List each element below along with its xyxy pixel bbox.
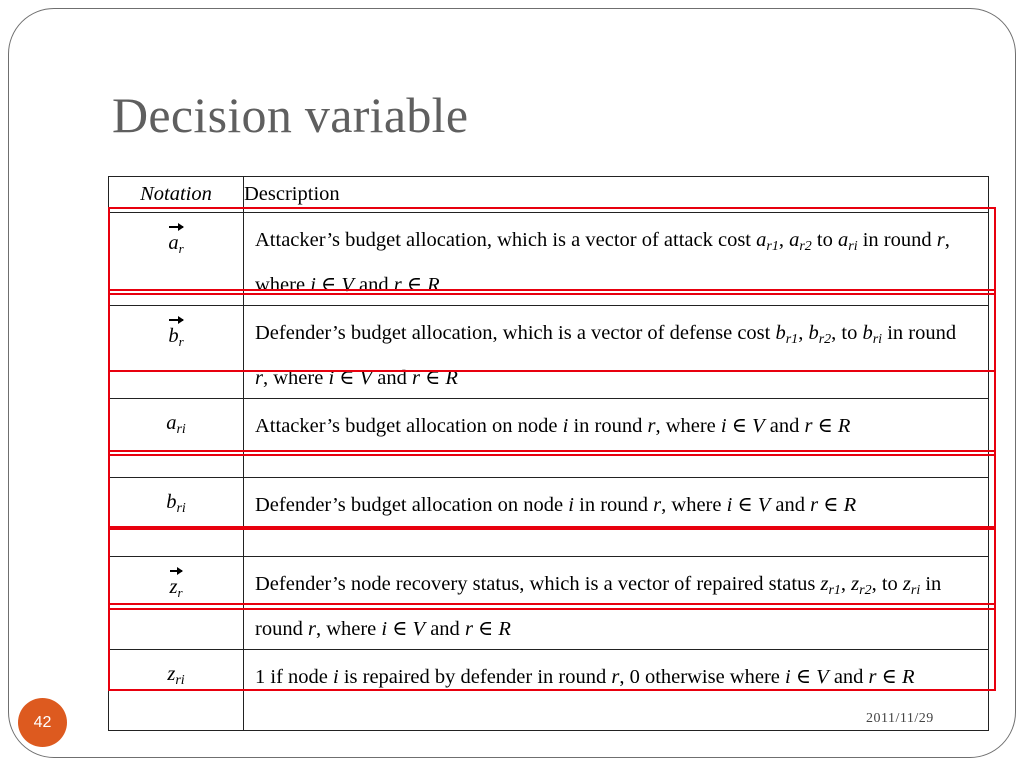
highlight-box [108, 207, 996, 295]
highlight-box [108, 370, 996, 456]
notation-cell: $b_{ri}$ [109, 478, 244, 557]
description-cell: Defender’s node recovery status, which is a vector of repaired status $z_{r1}$, $z_{r2}$, to $z_{ri}$ in round r, where i ∈ V and r ∈ R [244, 557, 989, 650]
notation-cell: $a_{ri}$ [109, 399, 244, 478]
notation-cell: $z_{ri}$ [109, 650, 244, 731]
slide-date: 2011/11/29 [866, 711, 934, 726]
vector-symbol: ar [168, 223, 183, 263]
header-notation: Notation [109, 177, 244, 213]
header-description: Description [244, 177, 989, 213]
highlight-box [108, 289, 996, 372]
highlight-box [108, 450, 996, 530]
page-number-badge: 42 [18, 698, 67, 747]
vector-symbol: br [168, 316, 183, 356]
description-cell: 1 if node i is repaired by defender in round r, 0 otherwise where i ∈ V and r ∈ R [244, 650, 989, 731]
slide-title: Decision variable [112, 87, 469, 143]
description-cell: Attacker’s budget allocation on node i in round r, where i ∈ V and r ∈ R [244, 399, 989, 478]
description-cell: Defender’s budget allocation on node i in round r, where i ∈ V and r ∈ R [244, 478, 989, 557]
vector-symbol: zr [169, 567, 182, 607]
highlight-box [108, 603, 996, 691]
description-cell: Attacker’s budget allocation, which is a vector of attack cost $a_{r1}$, $a_{r2}$ to $a_{ri}$ in round r, where i ∈ V and r ∈ R [244, 213, 989, 306]
description-cell: Defender’s budget allocation, which is a vector of defense cost $b_{r1}$, $b_{r2}$, to $b_{ri}$ in round r, where i ∈ V and r ∈ R [244, 306, 989, 399]
highlight-box [108, 526, 996, 610]
